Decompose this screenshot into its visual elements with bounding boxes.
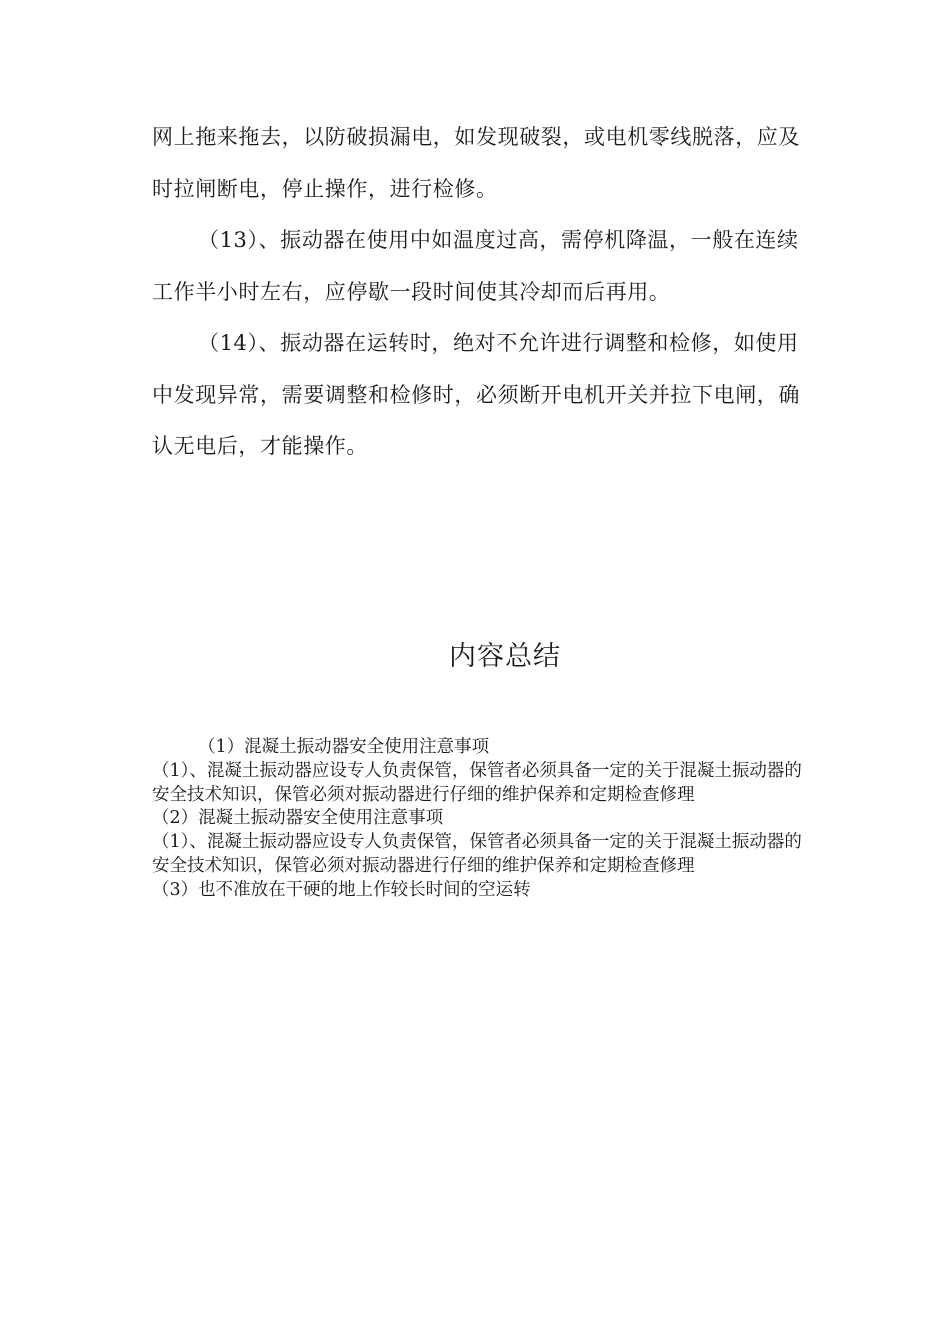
paragraph-item-13: （13）、振动器在使用中如温度过高，需停机降温，一般在连续工作半小时左右，应停歇一段时间使其冷却而后再用。 — [152, 228, 799, 304]
summary-line: （2）混凝土振动器安全使用注意事项 — [152, 808, 444, 829]
summary-line: （1）混凝土振动器安全使用注意事项 — [198, 737, 490, 757]
summary-line: （1）、混凝土振动器应设专人负责保管，保管者必须具备一定的关于混凝土振动器的安全技术知识，保管必须对振动器进行仔细的维护保养和定期检查修理 — [152, 760, 802, 805]
summary-title: 内容总结 — [449, 641, 561, 672]
summary-line: （3）也不准放在干硬的地上作较长时间的空运转 — [152, 879, 531, 900]
paragraph-continued: 网上拖来拖去，以防破损漏电，如发现破裂，或电机零线脱落，应及时拉闸断电，停止操作，进行检修。 — [152, 125, 800, 201]
summary-line: （1）、混凝土振动器应设专人负责保管，保管者必须具备一定的关于混凝土振动器的安全技术知识，保管必须对振动器进行仔细的维护保养和定期检查修理 — [152, 832, 802, 876]
summary-section — [152, 736, 802, 903]
paragraph-item-14: （14）、振动器在运转时，绝对不允许进行调整和检修，如使用中发现异常，需要调整和检修时，必须断开电机开关并拉下电闸，确认无电后，才能操作。 — [152, 331, 800, 458]
body-text — [152, 112, 802, 473]
